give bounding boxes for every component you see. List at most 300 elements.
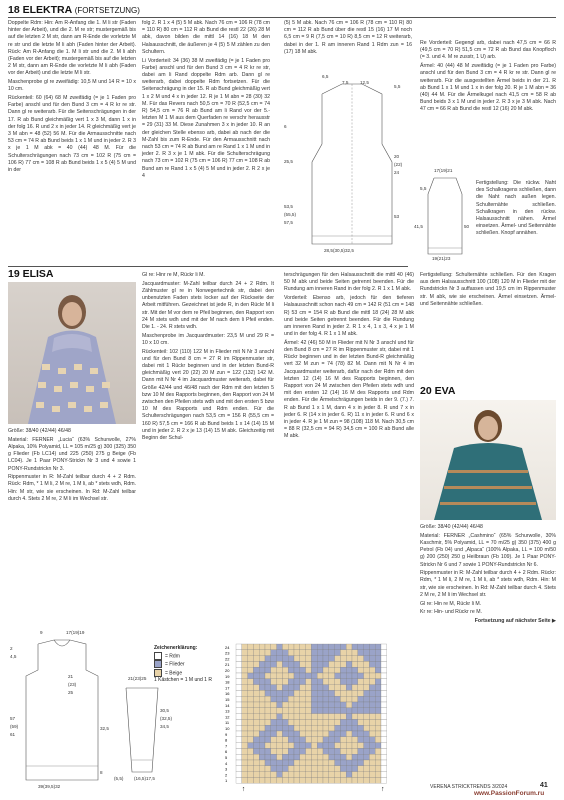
chart-cell	[317, 748, 323, 754]
chart-cell	[340, 748, 346, 754]
chart-cell	[346, 696, 352, 702]
chart-cell	[364, 766, 370, 772]
chart-cell	[259, 656, 265, 662]
dim-top-4: 5,5	[394, 84, 401, 89]
chart-cell	[294, 702, 300, 708]
chart-cell	[335, 673, 341, 679]
chart-cell	[259, 731, 265, 737]
chart-cell	[242, 685, 248, 691]
legend-beige: = Beige	[154, 669, 224, 677]
chart-cell	[271, 685, 277, 691]
chart-cell	[253, 766, 259, 772]
chart-cell	[253, 777, 259, 783]
chart-cell	[317, 760, 323, 766]
chart-cell	[265, 673, 271, 679]
chart-cell	[236, 685, 242, 691]
chart-cell	[300, 673, 306, 679]
chart-cell	[306, 673, 312, 679]
chart-cell	[277, 673, 283, 679]
chart-cell	[375, 656, 381, 662]
chart-cell	[248, 714, 254, 720]
elisa-vorderteil: Vorderteil: Ebenso arb, jedoch für den tieferen Halsausschnitt schon nach 49 cm = 142 R (51 cm = 148 R) 53 cm = 154 R ab Bund die mittl 18 (24) 28 M abk und beide Seiten getrennt beenden. Für die Rundung am inneren Rand in jeder 2. R 1 x 4, 1 x 3, 4 x je 1 M und in der folg 4. R 1 x 1 M abk.	[284, 295, 414, 338]
row-label: 12	[225, 714, 230, 720]
watermark: www.PassionForum.ru	[474, 790, 545, 797]
sleeve-dim-2: 41,5	[414, 224, 423, 229]
chart-cell	[358, 679, 364, 685]
chart-cell	[352, 650, 358, 656]
chart-cell	[381, 737, 387, 743]
dim-top-3: 12,5	[360, 80, 369, 85]
chart-cell	[248, 737, 254, 743]
chart-cell	[253, 702, 259, 708]
chart-cell	[300, 760, 306, 766]
chart-cell	[311, 656, 317, 662]
chart-cell	[381, 760, 387, 766]
chart-cell	[306, 719, 312, 725]
chart-cell	[282, 766, 288, 772]
chart-cell	[306, 725, 312, 731]
chart-legend	[154, 644, 224, 684]
chart-cell	[369, 719, 375, 725]
elisa-dim-left-3: 57	[10, 716, 16, 721]
chart-cell	[323, 656, 329, 662]
chart-cell	[381, 777, 387, 783]
elisa-photo	[8, 282, 136, 424]
chart-cell	[381, 690, 387, 696]
chart-cell	[253, 714, 259, 720]
chart-cell	[346, 748, 352, 754]
legend-rdm: = Rdm	[154, 652, 224, 660]
chart-cell	[375, 725, 381, 731]
chart-cell	[259, 667, 265, 673]
chart-cell	[323, 673, 329, 679]
chart-cell	[288, 685, 294, 691]
chart-cell	[364, 702, 370, 708]
chart-cell	[364, 731, 370, 737]
elisa-sleeve-d2: (32,5)	[160, 716, 173, 721]
chart-cell	[375, 679, 381, 685]
chart-cell	[300, 748, 306, 754]
eva-glre: Gl re: Hin re M, Rückr li M.	[420, 600, 482, 607]
row-label: 17	[225, 685, 230, 691]
chart-cell	[288, 679, 294, 685]
chart-cell	[381, 772, 387, 778]
eva-continued: Fortsetzung auf nächster Seite ▶	[474, 617, 556, 624]
dim-mid-1: 20	[394, 154, 400, 159]
chart-cell	[277, 766, 283, 772]
row-label: 4	[225, 760, 228, 766]
eva-column	[420, 524, 556, 786]
chart-cell	[317, 650, 323, 656]
row-label: 6	[225, 749, 228, 755]
chart-cell	[311, 766, 317, 772]
chart-cell	[271, 725, 277, 731]
chart-cell	[317, 661, 323, 667]
chart-cell	[253, 737, 259, 743]
chart-cell	[340, 702, 346, 708]
chart-cell	[306, 714, 312, 720]
chart-cell	[288, 725, 294, 731]
chart-cell	[311, 679, 317, 685]
chart-cell	[242, 766, 248, 772]
chart-cell	[352, 661, 358, 667]
right-arrow: ↑	[381, 786, 385, 792]
chart-cell	[352, 766, 358, 772]
chart-cell	[352, 719, 358, 725]
chart-cell	[335, 737, 341, 743]
chart-cell	[335, 696, 341, 702]
chart-cell	[317, 708, 323, 714]
chart-cell	[277, 644, 283, 650]
chart-cell	[317, 656, 323, 662]
chart-cell	[311, 708, 317, 714]
chart-cell	[271, 708, 277, 714]
chart-cell	[242, 725, 248, 731]
chart-cell	[277, 708, 283, 714]
chart-cell	[271, 731, 277, 737]
chart-cell	[335, 725, 341, 731]
chart-cell	[340, 656, 346, 662]
chart-cell	[364, 679, 370, 685]
chart-cell	[317, 690, 323, 696]
chart-cell	[381, 656, 387, 662]
chart-cell	[306, 777, 312, 783]
chart-cell	[323, 731, 329, 737]
chart-cell	[375, 708, 381, 714]
section-18-rule	[8, 17, 556, 18]
chart-cell	[352, 656, 358, 662]
chart-cell	[300, 731, 306, 737]
chart-cell	[242, 719, 248, 725]
chart-cell	[358, 673, 364, 679]
chart-cell	[375, 760, 381, 766]
chart-cell	[364, 743, 370, 749]
elisa-dim-mid-1: 21	[68, 674, 74, 679]
chart-cell	[242, 772, 248, 778]
chart-cell	[265, 690, 271, 696]
chart-cell	[277, 737, 283, 743]
chart-cell	[352, 737, 358, 743]
chart-cell	[381, 748, 387, 754]
chart-cell	[282, 772, 288, 778]
chart-cell	[340, 725, 346, 731]
chart-cell	[311, 702, 317, 708]
chart-cell	[364, 656, 370, 662]
chart-cell	[306, 737, 312, 743]
chart-cell	[306, 766, 312, 772]
dim-mid-2: (22)	[394, 162, 403, 167]
chart-cell	[346, 737, 352, 743]
chart-cell	[335, 748, 341, 754]
elektra-column-1	[8, 20, 136, 260]
chart-cell	[248, 667, 254, 673]
chart-cell	[317, 644, 323, 650]
chart-cell	[306, 690, 312, 696]
chart-cell	[323, 754, 329, 760]
chart-cell	[271, 696, 277, 702]
chart-cell	[282, 748, 288, 754]
chart-cell	[277, 702, 283, 708]
chart-cell	[329, 772, 335, 778]
chart-cell	[317, 667, 323, 673]
elisa-rueckenteil: Rückenteil: 102 (110) 122 M in Flieder mit N Nr 3 anschl und für den Bund 8 cm = 27 R im Rippenmuster str, dabei mit 1 Rückr beginnen und in der letzten Bund-R gleichmäßig vert 20 (22) 20 M zun = 122 (132) 142 M. Dann mit N Nr 4 im Jacquardmuster weiterarb, dabei für Größe 42/44 und 46/48 nach der Rdm mit den letzten 5 bzw 10 M des Rapports beginnen, den Rapport von 24 M zwischen den Pfeilen stets wdh und mit den ersten 5 bzw 10 M des Rapports und Rdm enden. Für die Schulterschrägungen nach 53,5 cm = 156 R (55,5 cm = 160 R) 57,5 cm = 166 R ab Bund beids 1 x 14 (14) 15 M und in jeder 2. R 2 x je 13 (14) 15 M abk. Gleichzeitig mit Beginn der Schul-	[142, 348, 274, 441]
chart-cell	[259, 650, 265, 656]
chart-cell	[236, 731, 242, 737]
chart-cell	[381, 679, 387, 685]
chart-cell	[277, 714, 283, 720]
row-label: 10	[225, 726, 230, 731]
chart-cell	[311, 685, 317, 691]
chart-cell	[277, 656, 283, 662]
chart-cell	[300, 708, 306, 714]
row-label: 22	[225, 656, 230, 662]
elisa-dim-mid-2: (23)	[68, 682, 77, 687]
chart-cell	[277, 725, 283, 731]
chart-cell	[300, 737, 306, 743]
chart-cell	[329, 690, 335, 696]
dim-top-2: 7,5	[342, 80, 349, 85]
dim-bottom: 28,5(30,5)32,5	[324, 248, 354, 253]
chart-cell	[375, 667, 381, 673]
chart-cell	[381, 743, 387, 749]
chart-cell	[311, 690, 317, 696]
elisa-jacquard: Jacquardmuster: M-Zahl teilbar durch 24 + 2 Rdm. It Zählmuster gl re in Norwegertechnik str, dabei den unbenutzten Faden stets locker auf der Rückseite der Arbeit mitführen. Gezeichnet ist jede R, in den Rückr M li str. Mit der M vor dem re Pfeil beginnen, den Rapport von 24 M stets wdh und mit der M nach dem li Pfeil enden. Die 1. - 24. R stets wdh.	[142, 280, 274, 330]
chart-cell	[364, 696, 370, 702]
chart-cell	[236, 667, 242, 673]
chart-cell	[335, 667, 341, 673]
chart-cell	[364, 661, 370, 667]
chart-cell	[375, 690, 381, 696]
chart-cell	[375, 766, 381, 772]
chart-cell	[271, 702, 277, 708]
chart-cell	[364, 725, 370, 731]
chart-cell	[381, 719, 387, 725]
chart-cell	[288, 696, 294, 702]
chart-cell	[311, 748, 317, 754]
chart-cell	[271, 667, 277, 673]
chart-cell	[329, 714, 335, 720]
elektra-body-outline	[282, 74, 420, 264]
chart-cell	[329, 685, 335, 691]
chart-cell	[340, 731, 346, 737]
chart-cell	[340, 719, 346, 725]
chart-cell	[381, 650, 387, 656]
chart-cell	[265, 696, 271, 702]
chart-cell	[335, 772, 341, 778]
elektra-column-3	[284, 20, 412, 70]
chart-cell	[335, 650, 341, 656]
chart-cell	[248, 690, 254, 696]
eva-groesse: Größe: 38/40 (42/44) 46/48	[420, 524, 483, 530]
section-18-title: ELEKTRA	[22, 4, 72, 16]
chart-cell	[253, 719, 259, 725]
elisa-rippenmuster: Rippenmuster in R: M-Zahl teilbar durch 4 + 2 Rdm. Rück: Rdm, * 1 M li, 2 M re, 1 M li, ab * stets wdh, Rdm. Hin: M str, wie sie erscheinen. In Rd: M-Zahl teilbar durch 4. Stets 2 M re, 2 M li im Wechsel str.	[8, 474, 136, 502]
elektra-doppelte-rdm: Doppelte Rdm: Hin: Am R-Anfang die 1. M li str (Faden hinter der Arbeit), und die 2. M re str; mustergemäß bis auf die letzten 2 M str, dann am R-Ende die vorletzte M re str und die letzte M li abh (Faden hinter der Arbeit). Rück: Am R-Anfang die 1. M li str und die 2. M li abh (Faden vor der Arbeit); mustergemäß bis auf die letzten 2 M str, dann am R-Ende die vorletzte M li abh (Faden vor der Arbeit) und die letzte M li str.	[8, 20, 136, 77]
chart-cell	[259, 714, 265, 720]
chart-cell	[364, 690, 370, 696]
chart-cell	[282, 656, 288, 662]
chart-cell	[277, 679, 283, 685]
chart-cell	[352, 685, 358, 691]
chart-cell	[294, 656, 300, 662]
chart-cell	[288, 760, 294, 766]
chart-cell	[311, 754, 317, 760]
elisa-dim-left-5: 61	[10, 732, 16, 737]
chart-cell	[311, 667, 317, 673]
chart-cell	[346, 650, 352, 656]
chart-cell	[352, 748, 358, 754]
row-label: 18	[225, 679, 230, 685]
chart-cell	[323, 743, 329, 749]
chart-cell	[294, 737, 300, 743]
chart-cell	[277, 760, 283, 766]
chart-cell	[253, 685, 259, 691]
sleeve-dim-3: 50	[464, 224, 470, 229]
chart-cell	[294, 685, 300, 691]
chart-cell	[294, 673, 300, 679]
chart-cell	[277, 667, 283, 673]
chart-cell	[311, 719, 317, 725]
chart-cell	[242, 650, 248, 656]
section-18-subtitle: (FORTSETZUNG)	[74, 6, 140, 15]
chart-cell	[375, 743, 381, 749]
chart-cell	[242, 690, 248, 696]
chart-cell	[282, 714, 288, 720]
elektra-schematic-sleeve	[414, 168, 470, 264]
chart-cell	[375, 737, 381, 743]
chart-cell	[253, 656, 259, 662]
chart-cell	[294, 708, 300, 714]
chart-cell	[369, 714, 375, 720]
chart-cell	[352, 708, 358, 714]
chart-cell	[329, 725, 335, 731]
chart-cell	[358, 656, 364, 662]
chart-cell	[253, 743, 259, 749]
chart-cell	[352, 743, 358, 749]
chart-cell	[248, 748, 254, 754]
chart-cell	[248, 731, 254, 737]
chart-cell	[340, 673, 346, 679]
chart-cell	[288, 708, 294, 714]
chart-cell	[282, 731, 288, 737]
chart-cell	[242, 661, 248, 667]
chart-cell	[294, 696, 300, 702]
chart-cell	[340, 661, 346, 667]
chart-cell	[306, 702, 312, 708]
row-label: 23	[225, 650, 230, 656]
chart-cell	[323, 661, 329, 667]
chart-cell	[242, 656, 248, 662]
chart-cell	[381, 708, 387, 714]
chart-cell	[236, 748, 242, 754]
jacquard-grid-svg	[224, 642, 414, 792]
chart-cell	[282, 650, 288, 656]
elisa-sleeve-d3: 34,5	[160, 724, 169, 729]
chart-cell	[317, 725, 323, 731]
chart-cell	[340, 760, 346, 766]
chart-cell	[282, 673, 288, 679]
chart-cell	[335, 690, 341, 696]
chart-cell	[346, 725, 352, 731]
chart-cell	[277, 690, 283, 696]
chart-cell	[340, 667, 346, 673]
chart-cell	[253, 661, 259, 667]
dim-left-2: 25,5	[284, 159, 293, 164]
chart-cell	[375, 673, 381, 679]
chart-cell	[300, 754, 306, 760]
elisa-material: Material: FERNER „Lucia“ (63% Schurwolle, 27% Alpaka, 10% Polyamid, LL = 105 m/25 g) 300 (325) 350 g Flieder (Fb LC14) und 225 (250) 275 g Beige (Fb LC04). Je 1 Paar PONY-Strickn Nr 3 und 4 sowie 1 PONY-Rundstrickn Nr 3.	[8, 436, 136, 472]
chart-cell	[236, 656, 242, 662]
chart-cell	[248, 725, 254, 731]
chart-cell	[271, 644, 277, 650]
chart-cell	[265, 760, 271, 766]
chart-cell	[277, 777, 283, 783]
row-label: 14	[225, 702, 230, 708]
chart-cell	[375, 650, 381, 656]
chart-cell	[259, 754, 265, 760]
chart-cell	[248, 777, 254, 783]
chart-cell	[300, 690, 306, 696]
chart-cell	[358, 690, 364, 696]
chart-cell	[358, 702, 364, 708]
chart-cell	[236, 725, 242, 731]
elektra-vorderteil-cont: (5) 5 M abk. Nach 76 cm = 106 R (78 cm = 110 R) 80 cm = 112 R ab Bund über die restl 15 (16) 17 M noch 6,5 cm = 9 R (7,5 cm = 10 R) 8,5 cm = 12 R weiterarb, dabei in der 1. R am inneren Rand 1 Rdm zun = 16 (17) 18 M abk.	[284, 20, 412, 55]
chart-cell	[329, 743, 335, 749]
chart-cell	[323, 685, 329, 691]
elektra-aermel: Ärmel: 40 (44) 48 M zweifädig (= je 1 Faden pro Farbe) anschl und für den Bund 3 cm = 4 R kr re str. Dann gl re weiterarb. Für die ausgestellten Ärmel beids in der 21. R ab Bund 1 x 1 M und 1 x in der folg 20. R je 1 M abn = 36 (40) 44 M. Für die Ärmelkugel nach 41,5 cm = 58 R ab Bund beids 3 x 1 M und in jeder 2. R 3 x je 3 M abk. Nach 47 cm = 66 R ab Bund die restl 12 (16) 20 M abk.	[420, 63, 556, 113]
sleeve-dim-1: 5,5	[420, 186, 427, 191]
chart-cell	[306, 731, 312, 737]
chart-cell	[335, 685, 341, 691]
chart-cell	[346, 719, 352, 725]
row-label: 5	[225, 755, 228, 760]
chart-cell	[253, 650, 259, 656]
row-label: 1	[225, 778, 228, 784]
chart-cell	[346, 690, 352, 696]
chart-cell	[306, 644, 312, 650]
chart-cell	[242, 702, 248, 708]
legend-flieder: = Flieder	[154, 660, 224, 668]
chart-cell	[352, 725, 358, 731]
elektra-re-vorderteil: Re Vorderteil: Gegengl arb, dabei nach 47,5 cm = 66 R (49,5 cm = 70 R) 51,5 cm = 72 R ab Bund das Knopfloch (= 3. und 4. M re zusstr, 1 U) arb.	[420, 40, 556, 61]
jacquard-chart	[224, 642, 414, 792]
chart-cell	[381, 661, 387, 667]
chart-cell	[236, 772, 242, 778]
chart-cell	[253, 725, 259, 731]
elisa-fertigstellung: Fertigstellung: Schulternähte schließen. Für den Kragen aus dem Halsausschnitt 100 (108) 120 M in Flieder mit der Rundstrickn Nr 3 auffassen und 19,5 cm im Rippenmuster str. M abk, wie sie erscheinen. Ärmel einsetzen. Ärmel- und Seitennähte schließen.	[420, 272, 556, 307]
chart-cell	[364, 685, 370, 691]
chart-cell	[335, 754, 341, 760]
chart-cell	[277, 754, 283, 760]
sleeve-dim-top: 17(19)21	[434, 168, 453, 173]
chart-cell	[294, 644, 300, 650]
chart-cell	[265, 644, 271, 650]
chart-cell	[282, 754, 288, 760]
chart-cell	[294, 766, 300, 772]
chart-cell	[248, 696, 254, 702]
chart-cell	[329, 748, 335, 754]
chart-cell	[381, 725, 387, 731]
elisa-dim-top-1: 9	[40, 630, 43, 635]
chart-cell	[323, 708, 329, 714]
chart-cell	[271, 772, 277, 778]
chart-cell	[375, 644, 381, 650]
chart-cell	[329, 719, 335, 725]
chart-cell	[364, 777, 370, 783]
chart-cell	[236, 766, 242, 772]
chart-cell	[340, 690, 346, 696]
chart-cell	[329, 650, 335, 656]
